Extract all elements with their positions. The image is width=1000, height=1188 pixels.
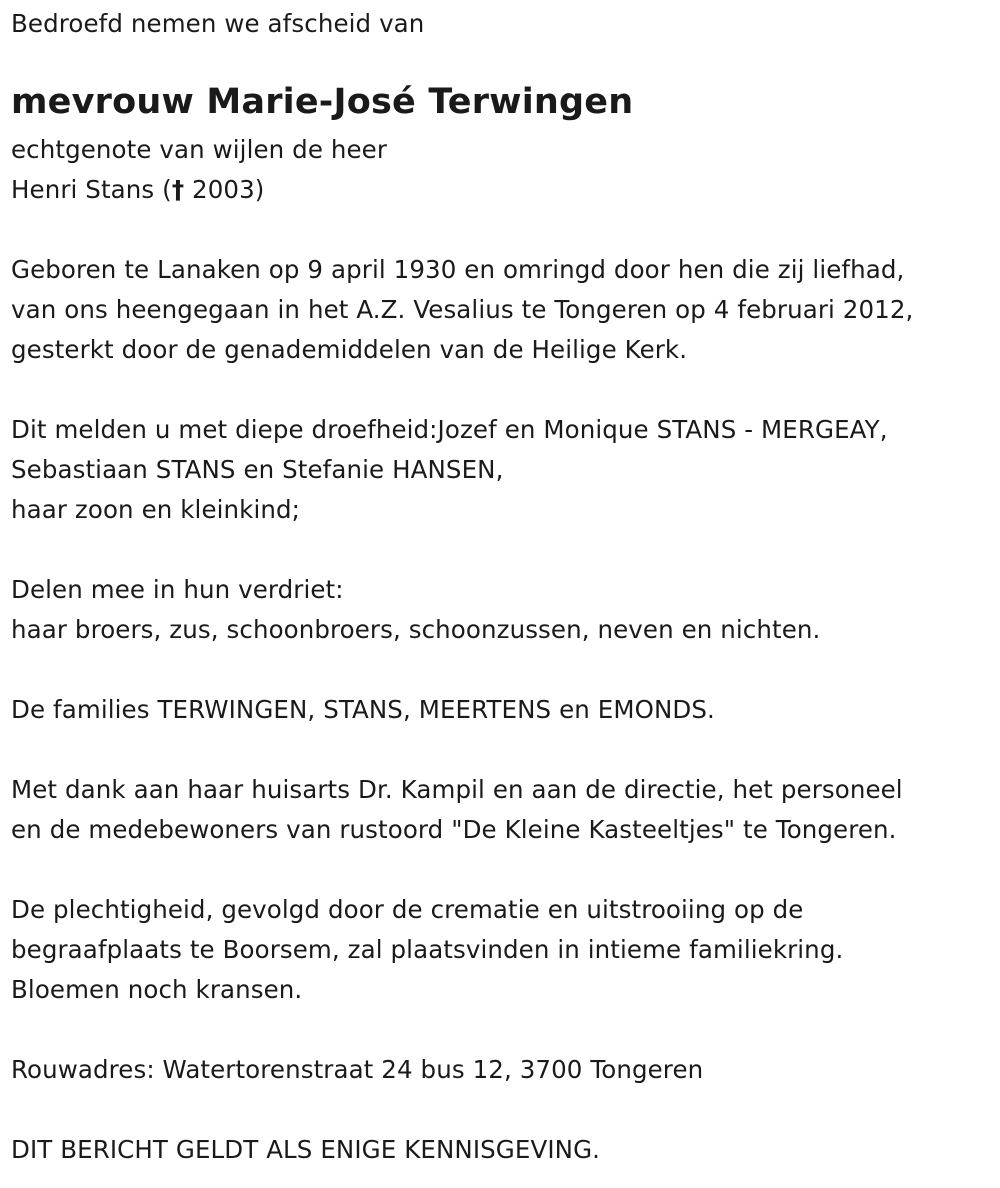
families-line: De families TERWINGEN, STANS, MEERTENS en EMONDS. bbox=[11, 695, 715, 724]
spacer bbox=[11, 370, 1000, 410]
cross-icon: † bbox=[171, 175, 185, 204]
ceremony-line-3: Bloemen noch kransen. bbox=[11, 975, 303, 1004]
obituary-document bbox=[0, 4, 1000, 1188]
notice-line: DIT BERICHT GELDT ALS ENIGE KENNISGEVING. bbox=[11, 1135, 601, 1164]
birth-line-2: van ons heengegaan in het A.Z. Vesalius te Tongeren op 4 februari 2012, bbox=[11, 295, 914, 324]
spacer bbox=[11, 530, 1000, 570]
ceremony-line-2: begraafplaats te Boorsem, zal plaatsvinden in intieme familiekring. bbox=[11, 935, 844, 964]
spacer bbox=[11, 1090, 1000, 1130]
birth-line-1: Geboren te Lanaken op 9 april 1930 en omringd door hen die zij liefhad, bbox=[11, 255, 905, 284]
address-line: Rouwadres: Watertorenstraat 24 bus 12, 3700 Tongeren bbox=[11, 1055, 704, 1084]
spacer bbox=[11, 850, 1000, 890]
birth-line-3: gesterkt door de genademiddelen van de Heilige Kerk. bbox=[11, 335, 688, 364]
announcers-line-1: Dit melden u met diepe droefheid:Jozef en Monique STANS - MERGEAY, bbox=[11, 415, 888, 444]
deceased-name: mevrouw Marie-José Terwingen bbox=[11, 82, 634, 122]
spacer bbox=[11, 650, 1000, 690]
announcers-line-2: Sebastiaan STANS en Stefanie HANSEN, bbox=[11, 455, 504, 484]
spacer bbox=[11, 1010, 1000, 1050]
thanks-line-1: Met dank aan haar huisarts Dr. Kampil en aan de directie, het personeel bbox=[11, 775, 903, 804]
spouse-name-line bbox=[11, 170, 1000, 210]
spouse-death-year: 2003) bbox=[184, 175, 265, 204]
spouse-name: Henri Stans ( bbox=[11, 175, 172, 204]
spacer bbox=[11, 730, 1000, 770]
thanks-line-2: en de medebewoners van rustoord "De Kleine Kasteeltjes" te Tongeren. bbox=[11, 815, 897, 844]
sharing-line-2: haar broers, zus, schoonbroers, schoonzussen, neven en nichten. bbox=[11, 615, 821, 644]
spacer bbox=[11, 210, 1000, 250]
announcers-line-3: haar zoon en kleinkind; bbox=[11, 495, 300, 524]
intro-line: Bedroefd nemen we afscheid van bbox=[11, 9, 425, 38]
ceremony-line-1: De plechtigheid, gevolgd door de crematie en uitstrooiing op de bbox=[11, 895, 804, 924]
spouse-line: echtgenote van wijlen de heer bbox=[11, 135, 388, 164]
sharing-line-1: Delen mee in hun verdriet: bbox=[11, 575, 344, 604]
